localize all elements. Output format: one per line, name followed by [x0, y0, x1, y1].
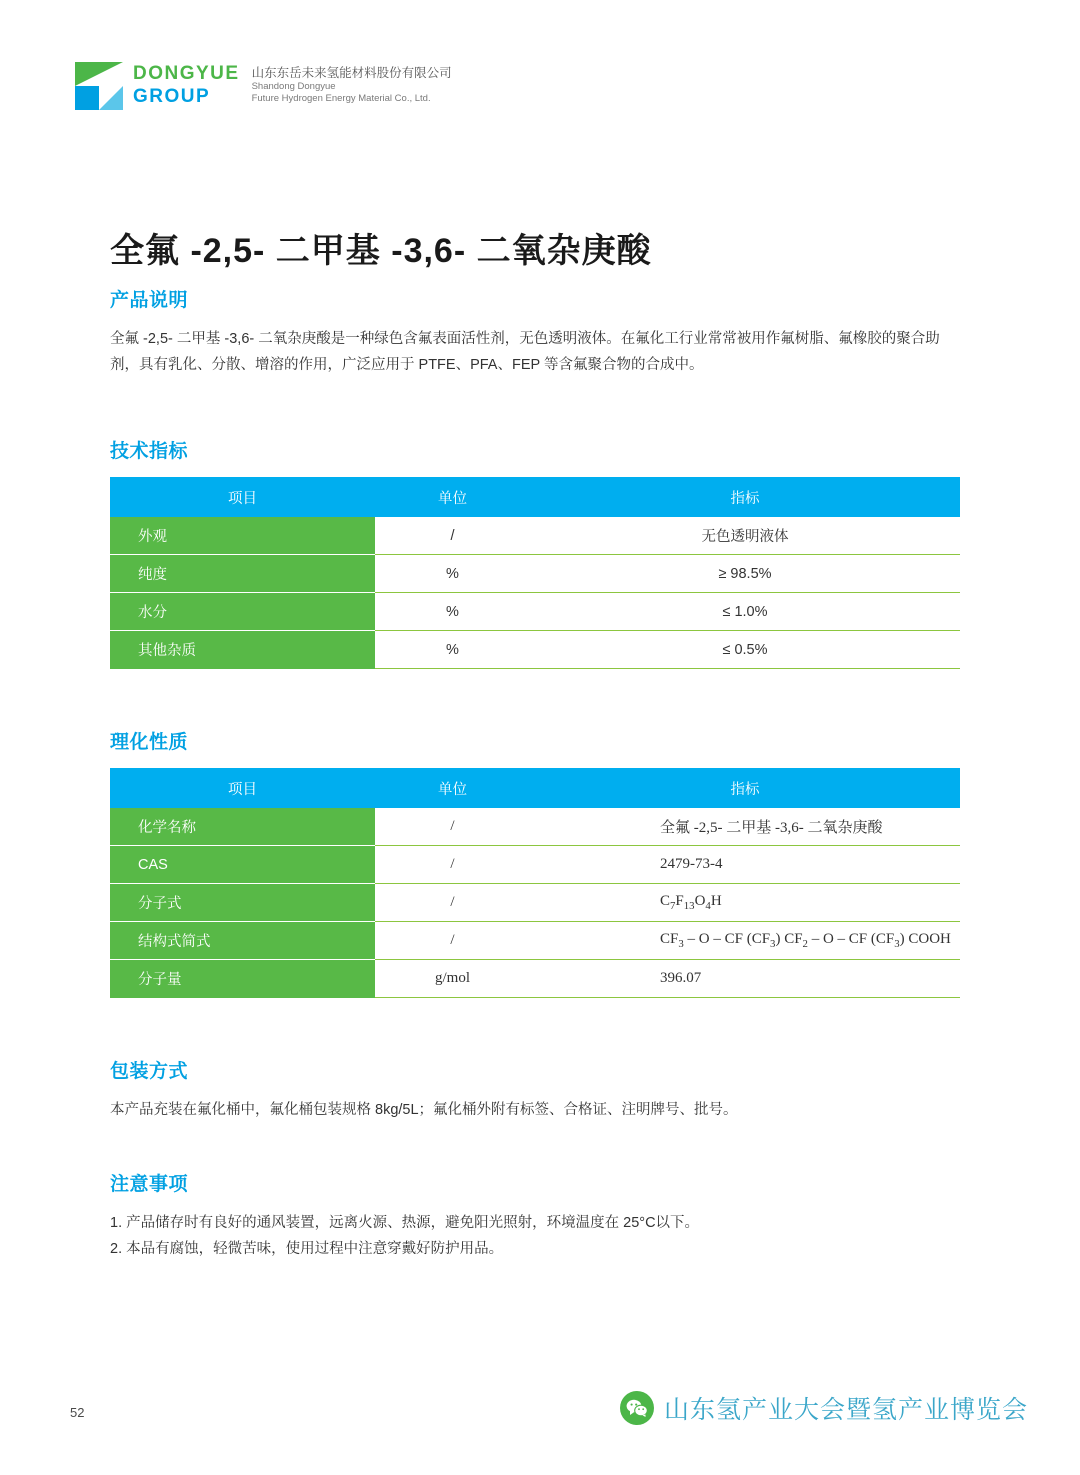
column-header-unit: 单位 [375, 477, 530, 517]
cell-index-structure: $CF_3$ – O – CF $(CF_3)$ $CF_2$ – O – CF $(CF_3)$ COOH [530, 922, 960, 960]
notes-line-2: 2. 本品有腐蚀，轻微苦味，使用过程中注意穿戴好防护用品。 [110, 1241, 504, 1257]
cell-item: 分子式 [110, 884, 375, 922]
cell-unit: % [375, 593, 530, 631]
cell-index: ≤ 0.5% [530, 631, 960, 669]
cell-index: 全氟 -2,5- 二甲基 -3,6- 二氧杂庚酸 [530, 808, 960, 846]
cell-index: ≥ 98.5% [530, 555, 960, 593]
logo-line-group: GROUP [133, 86, 211, 107]
cell-item: 纯度 [110, 555, 375, 593]
table-row [110, 808, 960, 846]
table-row [110, 922, 960, 960]
section-heading-notes: 注意事项 [110, 1174, 189, 1195]
cell-item: CAS [110, 846, 375, 884]
cell-index: 2479-73-4 [530, 846, 960, 884]
notes-line-1: 1. 产品储存时有良好的通风装置，远离火源、热源，避免阳光照射，环境温度在 25°C以下。 [110, 1215, 700, 1231]
column-header-index: 指标 [530, 477, 960, 517]
cell-unit: / [375, 884, 530, 922]
cell-unit: / [375, 808, 530, 846]
company-name-block [252, 62, 452, 105]
cell-item: 化学名称 [110, 808, 375, 846]
table-header-row [110, 477, 960, 517]
page-number: 52 [70, 1405, 85, 1420]
cell-item: 其他杂质 [110, 631, 375, 669]
wechat-icon [620, 1391, 654, 1425]
table-row [110, 593, 960, 631]
company-name-en-line1: Shandong Dongyue [251, 81, 336, 92]
cell-index: 396.07 [530, 960, 960, 998]
cell-item: 结构式简式 [110, 922, 375, 960]
table-row [110, 846, 960, 884]
page-header [75, 62, 452, 110]
cell-unit: g/mol [375, 960, 530, 998]
table-row [110, 960, 960, 998]
cell-unit: / [375, 846, 530, 884]
column-header-unit: 单位 [375, 768, 530, 808]
page-content [110, 285, 960, 1262]
cell-unit: % [375, 555, 530, 593]
section-heading-technical-index: 技术指标 [110, 441, 189, 462]
cell-unit: / [375, 517, 530, 555]
column-header-item: 项目 [110, 477, 375, 517]
page-title: 全氟 -2,5- 二甲基 -3,6- 二氧杂庚酸 [110, 231, 652, 270]
cell-index: 无色透明液体 [530, 517, 960, 555]
column-header-index: 指标 [530, 768, 960, 808]
company-name-en-line2: Future Hydrogen Energy Material Co., Ltd. [251, 93, 431, 104]
technical-index-table [110, 477, 960, 669]
cell-unit: % [375, 631, 530, 669]
company-name-cn: 山东东岳未来氢能材料股份有限公司 [251, 66, 452, 80]
packaging-text: 本产品充装在氟化桶中，氟化桶包装规格 8kg/5L；氟化桶外附有标签、合格证、注明牌号、批号。 [110, 1102, 738, 1118]
logo-wordmark [133, 62, 240, 108]
footer-brand [620, 1390, 1028, 1426]
cell-unit: / [375, 922, 530, 960]
cell-item: 分子量 [110, 960, 375, 998]
table-header-row [110, 768, 960, 808]
table-row [110, 631, 960, 669]
footer-brand-text: 山东氢产业大会暨氢产业博览会 [664, 1396, 1029, 1424]
cell-index: ≤ 1.0% [530, 593, 960, 631]
table-row [110, 555, 960, 593]
table-row [110, 884, 960, 922]
physical-chemical-table [110, 768, 960, 998]
dongyue-logo-icon [75, 62, 123, 110]
cell-item: 水分 [110, 593, 375, 631]
cell-item: 外观 [110, 517, 375, 555]
section-heading-packaging: 包装方式 [110, 1061, 189, 1082]
product-description-text: 全氟 -2,5- 二甲基 -3,6- 二氧杂庚酸是一种绿色含氟表面活性剂，无色透明液体。在氟化工行业常常被用作氟树脂、氟橡胶的聚合助剂，具有乳化、分散、增溶的作用，广泛应用于 PTFE、PFA、FEP 等含氟聚合物的合成中。 [110, 331, 940, 373]
logo-line-dongyue: DONGYUE [133, 63, 240, 84]
table-row [110, 517, 960, 555]
cell-index-formula: $C_7F_{13}O_4H$ [530, 884, 960, 922]
section-heading-physical-chemical: 理化性质 [110, 732, 189, 753]
section-heading-product-description: 产品说明 [110, 290, 189, 311]
column-header-item: 项目 [110, 768, 375, 808]
